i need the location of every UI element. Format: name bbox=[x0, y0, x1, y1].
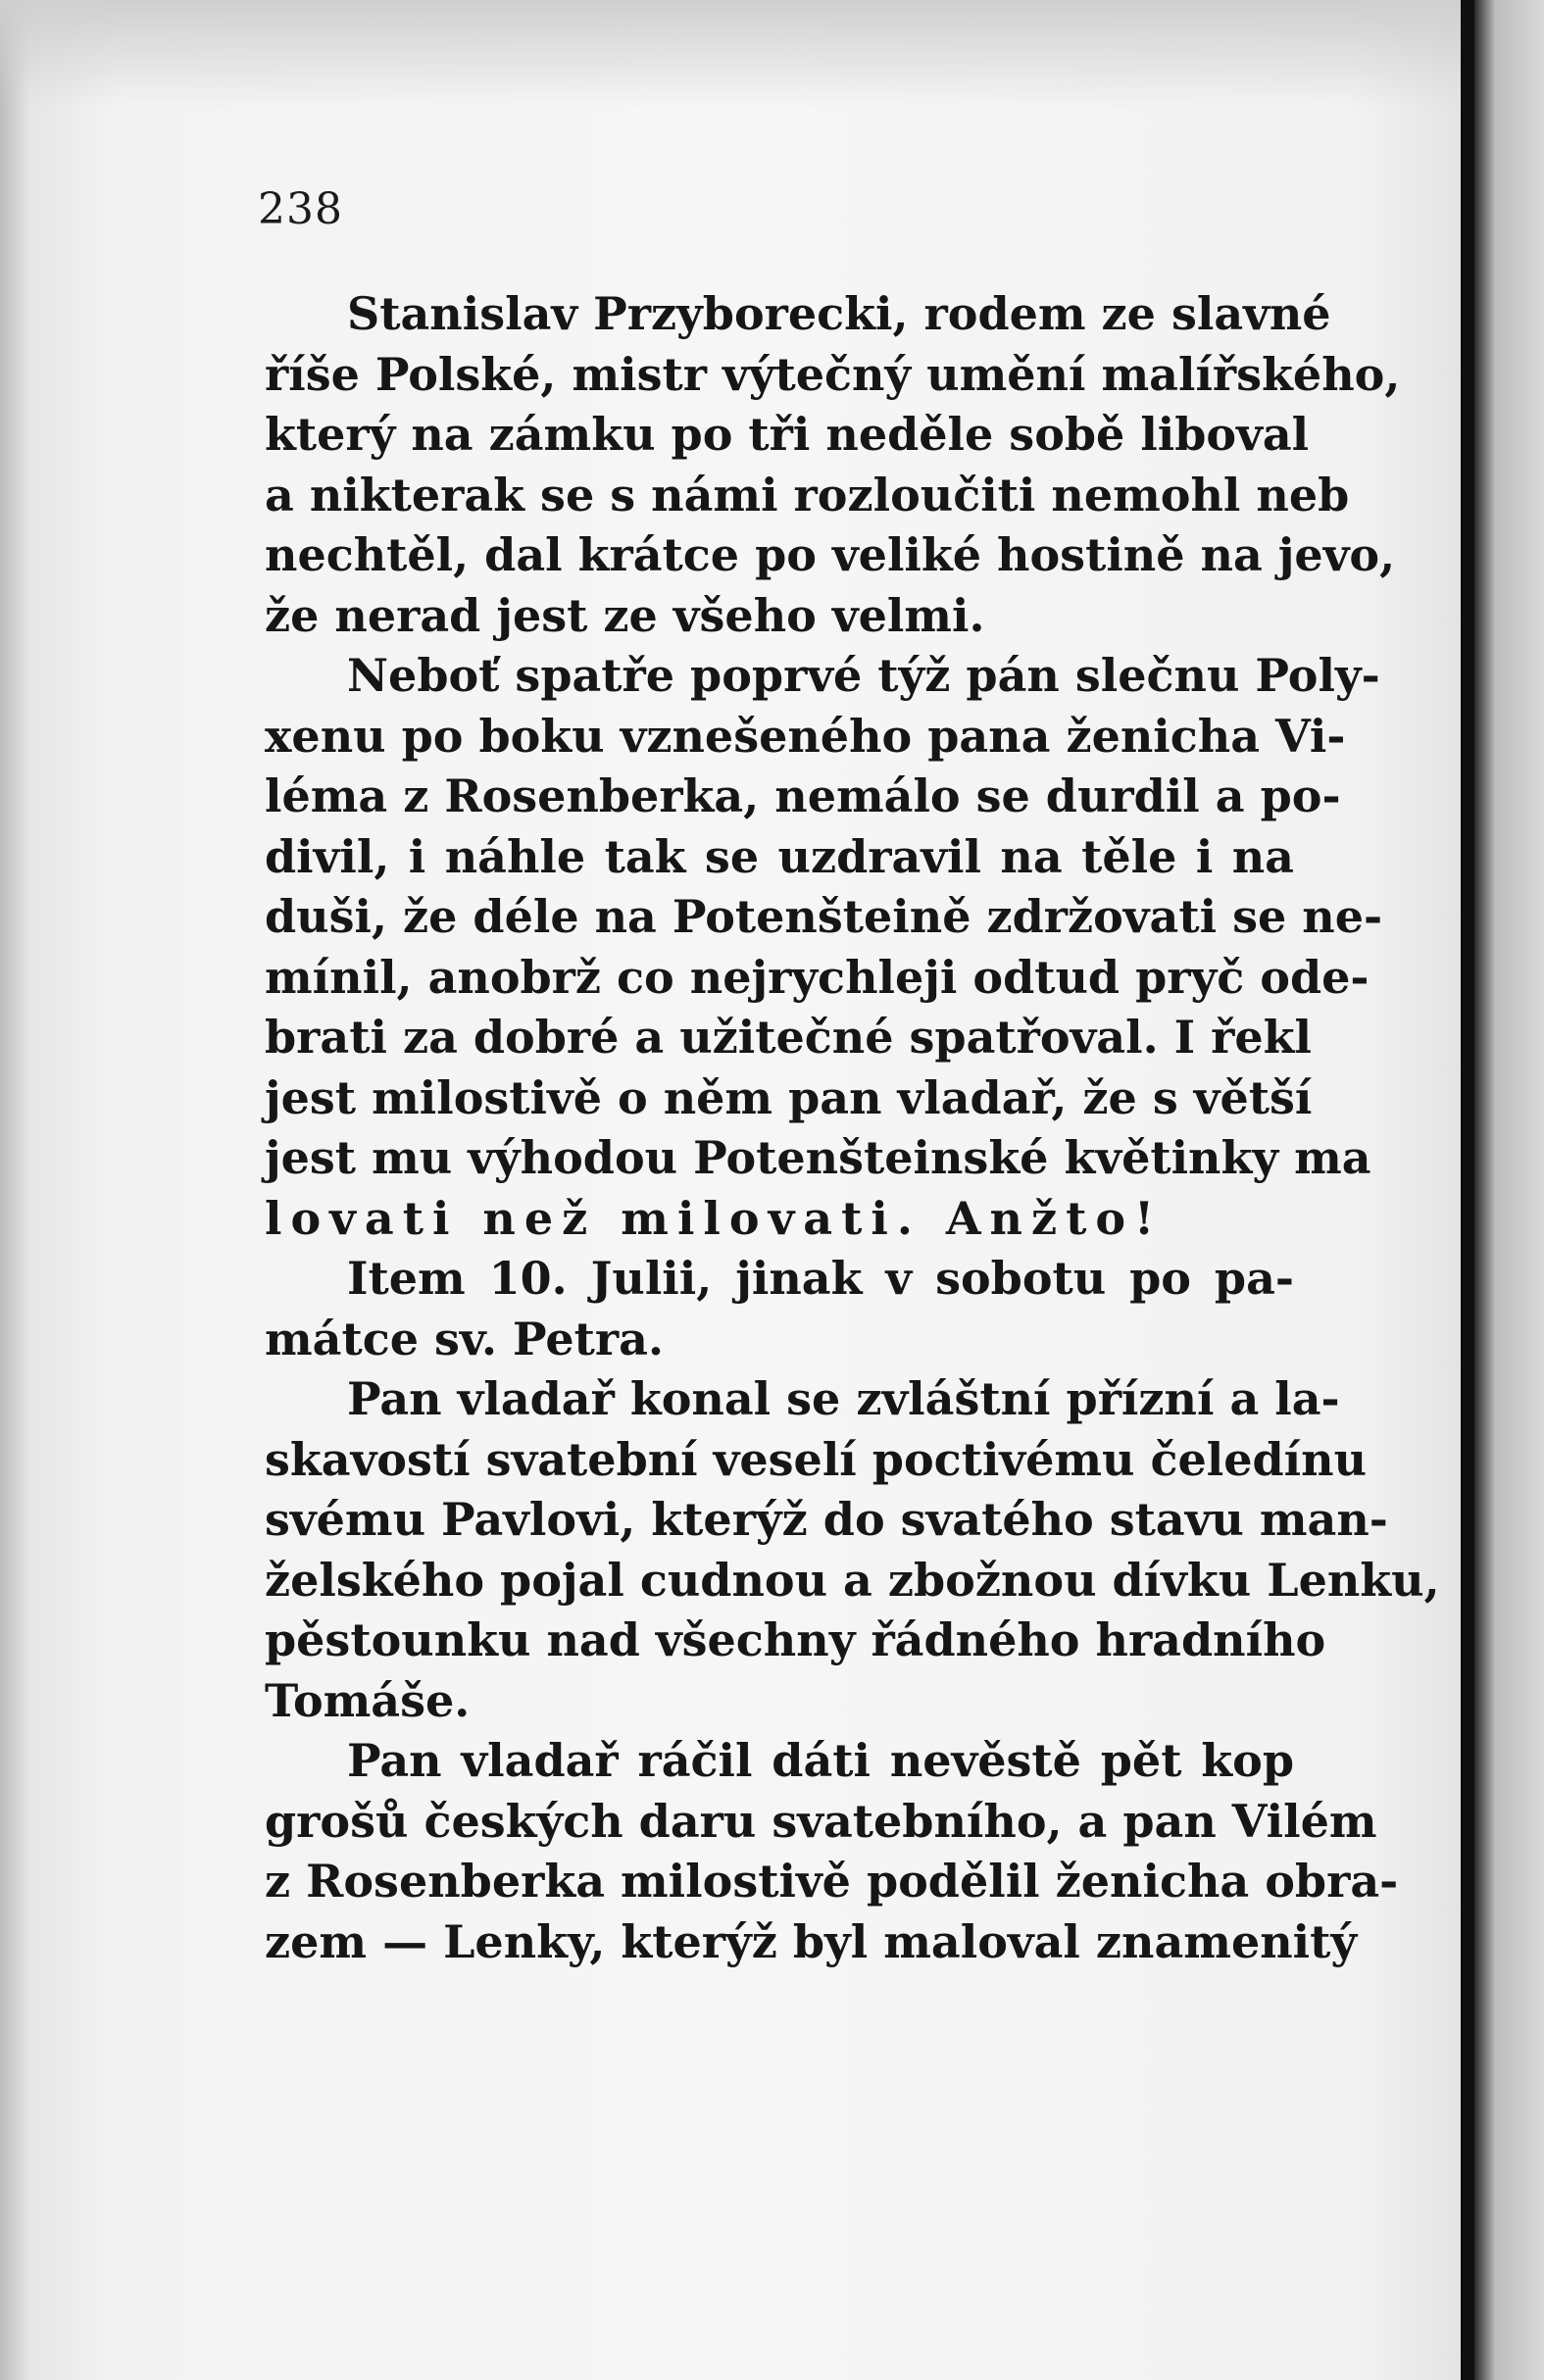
text-line: xenu po boku vznešeného pana ženicha Vi- bbox=[265, 709, 1346, 763]
text-line: mínil, anobrž co nejrychleji odtud pryč ode- bbox=[265, 950, 1370, 1004]
text-line: z Rosenberka milostivě podělil ženicha obra- bbox=[265, 1855, 1399, 1908]
text-line: brati za dobré a užitečné spatřoval. I řekl bbox=[265, 1011, 1312, 1064]
text-line: Pan vladař ráčil dáti nevěstě pět kop bbox=[347, 1734, 1294, 1787]
text-line: divil, i náhle tak se uzdravil na těle i na bbox=[265, 829, 1294, 883]
text-line: jest milostivě o něm pan vladař, že s větší bbox=[265, 1070, 1313, 1124]
text-line: který na zámku po tři neděle sobě liboval bbox=[265, 408, 1310, 461]
text-line: zem — Lenky, kterýž byl maloval znamenitý bbox=[265, 1914, 1358, 1968]
text-line: že nerad jest ze všeho velmi. bbox=[265, 588, 985, 642]
page-number: 238 bbox=[258, 184, 343, 234]
text-line: lovati než milovati. Anžto! bbox=[265, 1191, 1164, 1245]
text-line: skavostí svatební veselí poctivému čeledínu bbox=[265, 1432, 1368, 1486]
text-line: svému Pavlovi, kterýž do svatého stavu man- bbox=[265, 1493, 1388, 1546]
text-line: a nikterak se s námi rozloučiti nemohl neb bbox=[265, 468, 1350, 521]
text-line: říše Polské, mistr výtečný umění malířského, bbox=[265, 347, 1401, 401]
page-edge-border bbox=[1461, 0, 1474, 2380]
text-line: želského pojal cudnou a zbožnou dívku Lenku, bbox=[265, 1553, 1440, 1607]
text-line: léma z Rosenberka, nemálo se durdil a po- bbox=[265, 769, 1341, 822]
text-line: jest mu výhodou Potenšteinské květinky ma bbox=[265, 1131, 1371, 1184]
adjacent-page-edge bbox=[1474, 0, 1544, 2380]
text-line: nechtěl, dal krátce po veliké hostině na jevo, bbox=[265, 528, 1396, 581]
text-line: Tomáše. bbox=[265, 1673, 471, 1727]
text-line: Neboť spatře poprvé týž pán slečnu Poly- bbox=[347, 649, 1380, 702]
text-line: Stanislav Przyborecki, rodem ze slavné bbox=[347, 287, 1331, 340]
text-line: mátce sv. Petra. bbox=[265, 1312, 664, 1365]
text-line: grošů českých daru svatebního, a pan Vilém bbox=[265, 1794, 1377, 1848]
text-line: duši, že déle na Potenšteině zdržovati se ne- bbox=[265, 890, 1383, 943]
text-line: pěstounku nad všechny řádného hradního bbox=[265, 1613, 1326, 1666]
text-line: Pan vladař konal se zvláštní přízní a la- bbox=[347, 1372, 1340, 1425]
body-text bbox=[265, 284, 1440, 1972]
text-line: Item 10. Julii, jinak v sobotu po pa- bbox=[347, 1252, 1294, 1305]
